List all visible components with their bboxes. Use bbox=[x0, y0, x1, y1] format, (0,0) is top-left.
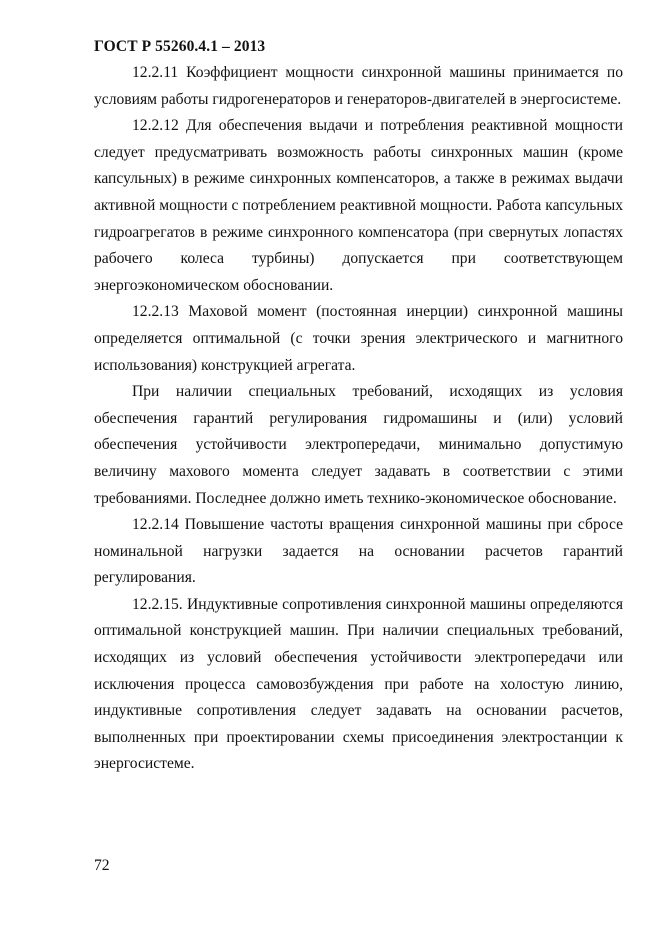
paragraph-12-2-11: 12.2.11 Коэффициент мощности синхронной машины принимается по условиям работы гидрогенераторов и генераторов-двигателей в энергосистеме. bbox=[94, 64, 623, 108]
page-number: 72 bbox=[94, 857, 110, 874]
paragraph-12-2-15: 12.2.15. Индуктивные сопротивления синхронной машины определяются оптимальной конструкцией машин. При наличии специальных требований, исходящих из условий обеспечения устойчивости электропередачи или исключения процесса самовозбуждения при работе на холостую линию, индуктивные сопротивления следует задавать на основании расчетов, выполненных при проектировании схемы присоединения электростанции к энергосистеме. bbox=[94, 595, 623, 773]
paragraph-12-2-13: 12.2.13 Маховой момент (постоянная инерции) синхронной машины определяется оптимальной (с точки зрения электрического и магнитного использования) конструкцией агрегата. bbox=[94, 303, 623, 374]
paragraph-12-2-14: 12.2.14 Повышение частоты вращения синхронной машины при сбросе номинальной нагрузки задается на основании расчетов гарантий регулирования. bbox=[94, 516, 623, 587]
document-header: ГОСТ Р 55260.4.1 – 2013 bbox=[94, 38, 266, 55]
paragraph-special-requirements: При наличии специальных требований, исходящих из условия обеспечения гарантий регулирования гидромашины и (или) условий обеспечения устойчивости электропередачи, минимально допустимую величину махового момента следует задавать в соответствии с этими требованиями. Последнее должно иметь технико-экономическое обоснование. bbox=[94, 383, 623, 507]
page-body bbox=[94, 60, 623, 778]
paragraph-12-2-12: 12.2.12 Для обеспечения выдачи и потребления реактивной мощности следует предусматривать возможность работы синхронных машин (кроме капсульных) в режиме синхронных компенсаторов, а также в режимах выдачи активной мощности с потреблением реактивной мощности. Работа капсульных гидроагрегатов в режиме синхронного компенсатора (при свернутых лопастях рабочего колеса турбины) допускается при соответствующем энергоэкономическом обосновании. bbox=[94, 117, 623, 294]
